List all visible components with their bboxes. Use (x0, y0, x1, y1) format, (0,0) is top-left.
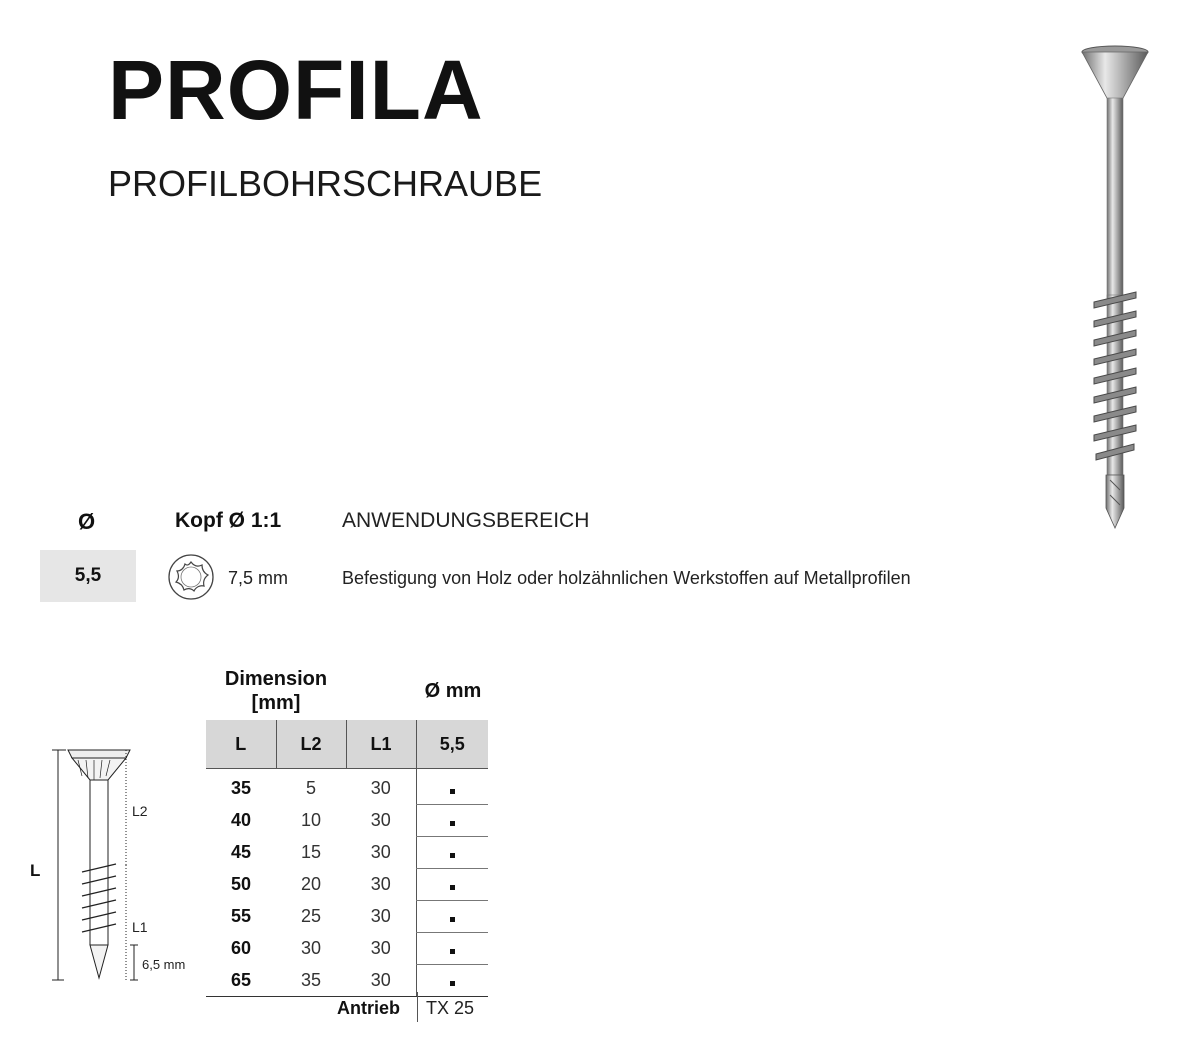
diameter-header: Ø (78, 509, 96, 534)
table-row (206, 933, 488, 965)
product-subtitle: PROFILBOHRSCHRAUBE (108, 163, 543, 204)
screw-photo (1070, 40, 1160, 540)
available-marker-icon (450, 853, 455, 858)
drive-divider (417, 992, 418, 1022)
table-row (206, 965, 488, 997)
cell-l1: 30 (370, 810, 391, 830)
application-text: Befestigung von Holz oder holzähnlichen Werkstoffen auf Metallprofilen (342, 568, 911, 588)
drawing-label-l1: L1 (132, 919, 148, 935)
head-diameter-header: Kopf Ø 1:1 (175, 509, 282, 532)
cell-l2: 15 (300, 842, 322, 862)
cell-l: 60 (230, 938, 252, 958)
table-row (206, 769, 488, 805)
screw-technical-drawing (30, 740, 205, 990)
cell-l1: 30 (370, 906, 391, 926)
cell-l1: 30 (346, 965, 416, 997)
diameter-value: 5,5 (40, 550, 136, 602)
dimension-header-line1: Dimension (224, 668, 328, 690)
table-header-row (206, 720, 488, 769)
cell-l: 35 (230, 778, 252, 799)
cell-l1: 30 (370, 778, 391, 799)
table-row (206, 901, 488, 933)
cell-availability (416, 933, 488, 965)
cell-l2: 30 (300, 938, 322, 958)
cell-l1: 30 (370, 874, 391, 894)
table-row (206, 837, 488, 869)
cell-availability (416, 965, 488, 997)
dimension-header-line2: [mm] (251, 692, 301, 715)
head-size: 7,5 mm (228, 568, 289, 588)
cell-availability (416, 769, 488, 805)
product-title: PROFILA (108, 43, 484, 137)
available-marker-icon (450, 885, 455, 890)
drive-label: Antrieb (337, 998, 400, 1018)
application-header: ANWENDUNGSBEREICH (342, 509, 590, 532)
available-marker-icon (450, 917, 455, 922)
column-header-l2: L2 (276, 720, 346, 769)
cell-l1: 30 (370, 842, 391, 862)
table-row (206, 869, 488, 901)
cell-l2: 35 (276, 965, 346, 997)
available-marker-icon (450, 789, 455, 794)
column-header-diameter: 5,5 (416, 720, 488, 769)
cell-l: 55 (230, 906, 252, 926)
drawing-tip-length: 6,5 mm (142, 957, 186, 972)
drawing-label-l: L (30, 861, 41, 880)
available-marker-icon (450, 949, 455, 954)
drawing-label-l2: L2 (132, 803, 148, 819)
cell-availability (416, 805, 488, 837)
diameter-mm-header: Ø mm (424, 680, 482, 702)
table-row (206, 805, 488, 837)
cell-availability (416, 869, 488, 901)
cell-l: 50 (230, 874, 252, 894)
dimensions-table (206, 720, 488, 997)
column-header-l: L (206, 720, 276, 769)
cell-availability (416, 901, 488, 933)
cell-l2: 20 (300, 874, 322, 894)
available-marker-icon (450, 981, 455, 986)
cell-l2: 5 (305, 778, 316, 799)
cell-l: 45 (230, 842, 252, 862)
drive-value: TX 25 (426, 998, 475, 1018)
cell-l: 40 (230, 810, 252, 830)
column-header-l1: L1 (346, 720, 416, 769)
cell-l2: 25 (300, 906, 322, 926)
dimension-header (212, 667, 340, 716)
cell-l2: 10 (300, 810, 322, 830)
cell-l: 65 (206, 965, 276, 997)
available-marker-icon (450, 821, 455, 826)
cell-availability (416, 837, 488, 869)
cell-l1: 30 (370, 938, 391, 958)
torx-head-icon (167, 553, 215, 601)
